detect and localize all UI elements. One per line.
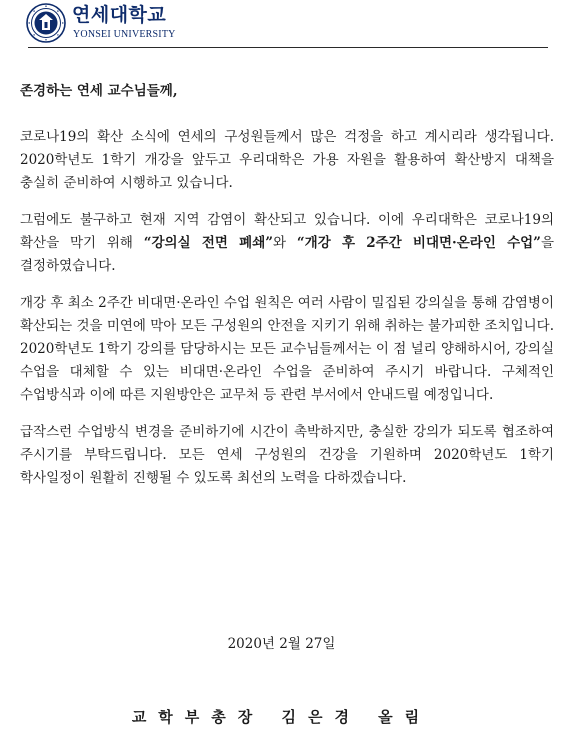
university-name-korean: 연세대학교	[72, 4, 167, 26]
signature: 교학부총장 김은경 올림	[131, 708, 432, 726]
paragraph-2-text-c: 와	[273, 235, 297, 251]
emphasis-online-classes: “개강 후 2주간 비대면·온라인 수업”	[296, 235, 541, 251]
paragraph-4: 급작스런 수업방식 변경을 준비하기에 시간이 촉박하지만, 충실한 강의가 되도록 협조하여 주시기를 부탁드립니다. 모든 연세 구성원의 건강을 기원하며 2020학년도 1학기 학사일정이 원활히 진행될 수 있도록 최선의 노력을 다하겠습니다.	[20, 424, 554, 486]
paragraph-2	[20, 209, 554, 278]
header-divider	[28, 47, 548, 48]
paragraph-1: 코로나19의 확산 소식에 연세의 구성원들께서 많은 걱정을 하고 계시리라 생각됩니다. 2020학년도 1학기 개강을 앞두고 우리대학은 가용 자원을 활용하여 확산방지 대책을 충실히 준비하여 시행하고 있습니다.	[20, 129, 554, 191]
letter-date: 2020년 2월 27일	[227, 636, 336, 652]
paragraph-2-text-a: 그럼에도 불구하고 현재 지역 감염이 확산되고 있습니다. 이에 우리대학은 코로나19의 확산을 막기 위해	[20, 212, 554, 251]
paragraph-3: 개강 후 최소 2주간 비대면·온라인 수업 원칙은 여러 사람이 밀집된 강의실을 통해 감염병이 확산되는 것을 미연에 막아 모든 구성원의 안전을 지키기 위해 취하는 불가피한 조치입니다. 2020학년도 1학기 강의를 담당하시는 모든 교수님들께서는 이 점 널리 양해하시어, 강의실 수업을 대체할 수 있는 비대면·온라인 수업을 준비하여 주시기 바랍니다. 구체적인 수업방식과 이에 따른 지원방안은 교무처 등 관련 부서에서 안내드릴 예정입니다.	[20, 295, 555, 403]
letterhead	[0, 0, 563, 48]
emphasis-classroom-closure: “강의실 전면 폐쇄”	[143, 235, 274, 251]
paragraph-2-text-e: 을 결정하였습니다.	[20, 235, 554, 274]
university-name-english: YONSEI UNIVERSITY	[73, 29, 176, 40]
letter-body	[20, 80, 554, 504]
yonsei-seal-icon	[26, 3, 66, 43]
salutation: 존경하는 연세 교수님들께,	[20, 83, 178, 99]
